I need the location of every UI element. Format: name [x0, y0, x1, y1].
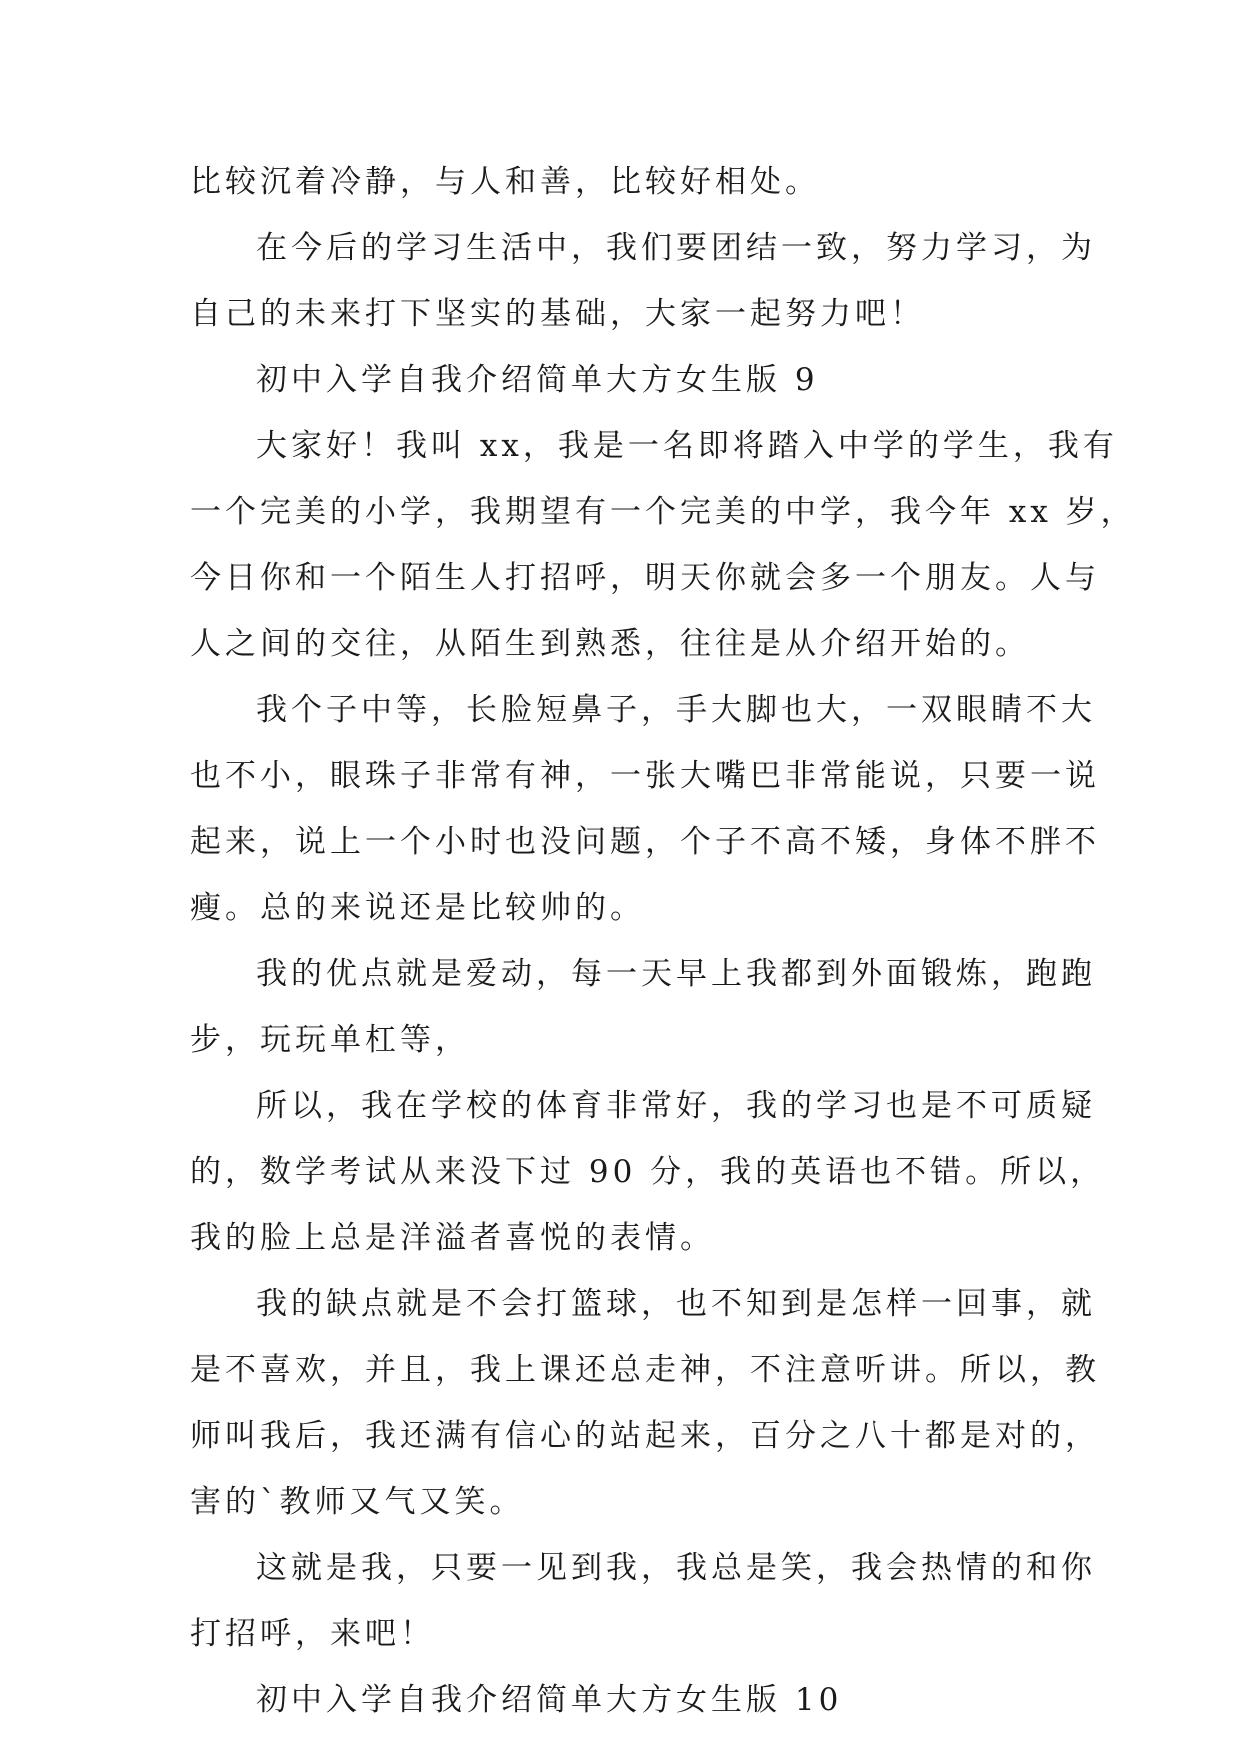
paragraph-first-line: 我的优点就是爱动，每一天早上我都到外面锻炼，跑跑 [256, 956, 1096, 992]
text-line: 瘦。总的来说还是比较帅的。 [190, 890, 645, 926]
text-line: 害的`教师又气又笑。 [190, 1484, 525, 1520]
section-heading: 初中入学自我介绍简单大方女生版 10 [256, 1682, 843, 1718]
text-line: 一个完美的小学，我期望有一个完美的中学，我今年 xx 岁， [190, 494, 1136, 530]
text-line: 人之间的交往，从陌生到熟悉，往往是从介绍开始的。 [190, 626, 1030, 662]
text-line: 今日你和一个陌生人打招呼，明天你就会多一个朋友。人与 [190, 560, 1100, 596]
text-line: 起来，说上一个小时也没问题，个子不高不矮，身体不胖不 [190, 824, 1100, 860]
text-line: 的，数学考试从来没下过 90 分，我的英语也不错。所以， [190, 1154, 1106, 1190]
text-line: 打招呼，来吧！ [190, 1616, 435, 1652]
document-body [190, 162, 1136, 1746]
text-line: 师叫我后，我还满有信心的站起来，百分之八十都是对的， [190, 1418, 1100, 1454]
text-line: 我的脸上总是洋溢者喜悦的表情。 [190, 1220, 715, 1256]
paragraph-first-line: 我的缺点就是不会打篮球，也不知到是怎样一回事，就 [256, 1286, 1096, 1322]
text-line: 也不小，眼珠子非常有神，一张大嘴巴非常能说，只要一说 [190, 758, 1100, 794]
paragraph-first-line: 我个子中等，长脸短鼻子，手大脚也大，一双眼睛不大 [256, 692, 1096, 728]
section-heading: 初中入学自我介绍简单大方女生版 9 [256, 362, 819, 398]
paragraph-first-line: 所以，我在学校的体育非常好，我的学习也是不可质疑 [256, 1088, 1096, 1124]
text-line: 步，玩玩单杠等， [190, 1022, 470, 1058]
paragraph-first-line: 这就是我，只要一见到我，我总是笑，我会热情的和你 [256, 1550, 1096, 1586]
text-line: 比较沉着冷静，与人和善，比较好相处。 [190, 164, 820, 200]
text-line: 自己的未来打下坚实的基础，大家一起努力吧！ [190, 296, 925, 332]
text-line: 是不喜欢，并且，我上课还总走神，不注意听讲。所以，教 [190, 1352, 1100, 1388]
paragraph-first-line: 大家好！我叫 xx，我是一名即将踏入中学的学生，我有 [256, 428, 1118, 464]
paragraph-first-line: 在今后的学习生活中，我们要团结一致，努力学习，为 [256, 230, 1096, 266]
